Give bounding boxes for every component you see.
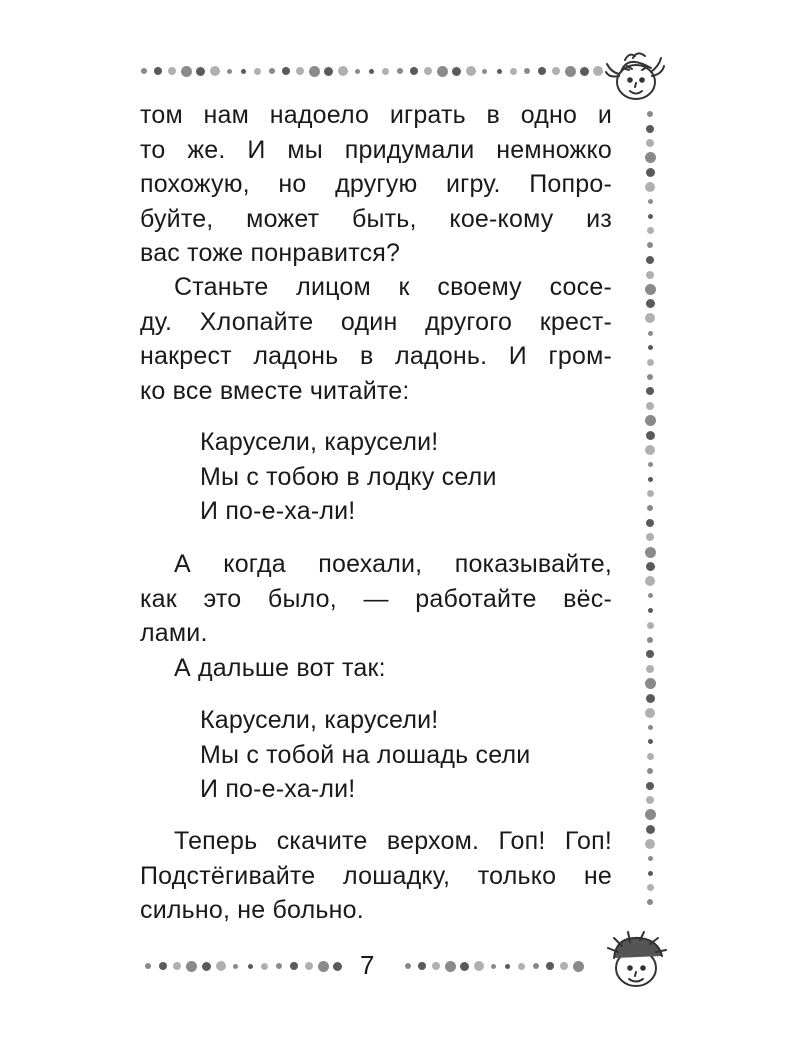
border-dot bbox=[254, 68, 261, 75]
border-dot bbox=[452, 67, 461, 76]
verse-1 bbox=[140, 425, 612, 529]
border-dot bbox=[645, 547, 656, 558]
verse-line: И по-е-ха-ли! bbox=[200, 497, 356, 525]
border-dot bbox=[418, 962, 426, 970]
border-dot bbox=[646, 825, 655, 834]
border-dot bbox=[647, 359, 654, 366]
text-line: как это было, — работайте вёс- bbox=[140, 584, 612, 613]
text-line: накрест ладонь в ладонь. И гром- bbox=[140, 342, 612, 370]
border-dot bbox=[333, 962, 342, 971]
border-dot bbox=[645, 809, 656, 820]
border-dot bbox=[474, 961, 484, 971]
border-dot bbox=[645, 284, 656, 295]
border-dot bbox=[648, 331, 653, 336]
border-dot bbox=[437, 66, 448, 77]
border-dot bbox=[324, 67, 333, 76]
border-dot bbox=[505, 964, 510, 969]
text-line: буйте, может быть, кое-кому из bbox=[140, 204, 612, 233]
border-dot bbox=[648, 214, 653, 219]
text-line: ду. Хлопайте один другого крест- bbox=[140, 307, 612, 336]
border-dot bbox=[141, 68, 147, 74]
text-paragraph-1 bbox=[140, 98, 612, 271]
border-dot bbox=[196, 67, 205, 76]
text-line: том нам надоело играть в одно и bbox=[140, 101, 612, 129]
border-dot bbox=[296, 67, 304, 75]
border-dot bbox=[318, 961, 329, 972]
border-dot bbox=[646, 431, 655, 440]
border-dot bbox=[646, 694, 655, 703]
border-dot bbox=[645, 708, 655, 718]
border-dot bbox=[647, 637, 653, 643]
border-dot bbox=[646, 796, 654, 804]
border-dot bbox=[648, 477, 653, 482]
border-dot bbox=[565, 66, 576, 77]
border-dot bbox=[593, 66, 603, 76]
border-dot bbox=[646, 665, 654, 673]
border-dot bbox=[646, 299, 655, 308]
text-line: Подстёгивайте лошадку, только не bbox=[140, 861, 612, 890]
border-dot bbox=[646, 387, 654, 395]
border-dot bbox=[646, 256, 654, 264]
girl-face-icon bbox=[603, 46, 667, 106]
border-dot bbox=[647, 899, 653, 905]
border-dot bbox=[647, 374, 653, 380]
text-paragraph-5 bbox=[140, 824, 612, 928]
text-line: А когда поехали, показывайте, bbox=[174, 550, 612, 578]
border-dot bbox=[482, 69, 487, 74]
border-dot bbox=[338, 66, 348, 76]
border-dot bbox=[647, 111, 653, 117]
text-line: Станьте лицом к своему сосе- bbox=[174, 273, 612, 301]
border-dot bbox=[241, 69, 246, 74]
border-dot bbox=[648, 856, 653, 861]
border-dot bbox=[560, 962, 568, 970]
border-dot bbox=[154, 67, 162, 75]
border-dot bbox=[533, 963, 539, 969]
border-dot bbox=[646, 650, 654, 658]
border-dot bbox=[647, 242, 653, 248]
border-dot bbox=[269, 68, 275, 74]
border-dot bbox=[397, 68, 403, 74]
border-dot bbox=[227, 69, 232, 74]
border-dot bbox=[518, 963, 525, 970]
text-line: вас тоже понравится? bbox=[140, 239, 401, 267]
border-dot bbox=[646, 562, 655, 571]
border-dot bbox=[248, 964, 253, 969]
border-dot bbox=[546, 962, 554, 970]
border-dot bbox=[186, 961, 197, 972]
border-dot bbox=[145, 963, 151, 969]
border-dot bbox=[645, 152, 656, 163]
border-dot bbox=[646, 168, 655, 177]
border-dot bbox=[648, 871, 653, 876]
text-line: сильно, не больно. bbox=[140, 896, 364, 924]
border-dot bbox=[552, 67, 560, 75]
border-dot bbox=[497, 69, 502, 74]
border-dot bbox=[647, 490, 654, 497]
border-dot bbox=[460, 962, 469, 971]
border-dot bbox=[648, 462, 653, 467]
border-dot bbox=[309, 66, 320, 77]
boy-face-icon bbox=[598, 928, 670, 996]
text-paragraph-4 bbox=[140, 651, 612, 686]
border-dot bbox=[647, 227, 654, 234]
border-dot bbox=[645, 678, 656, 689]
border-dot bbox=[445, 961, 456, 972]
border-dot bbox=[216, 961, 226, 971]
border-dot bbox=[538, 67, 546, 75]
border-dot bbox=[645, 576, 655, 586]
border-dot bbox=[202, 962, 211, 971]
border-dot bbox=[181, 66, 192, 77]
border-dot bbox=[645, 313, 655, 323]
border-dot bbox=[648, 345, 653, 350]
border-dot bbox=[159, 962, 167, 970]
border-dot bbox=[233, 964, 238, 969]
border-dot bbox=[648, 739, 653, 744]
border-dot bbox=[648, 608, 653, 613]
border-dot bbox=[647, 884, 654, 891]
text-paragraph-2 bbox=[140, 270, 612, 408]
border-dot bbox=[646, 402, 654, 410]
text-line: лами. bbox=[140, 619, 208, 647]
border-dot bbox=[645, 182, 655, 192]
border-dot bbox=[382, 68, 389, 75]
verse-line: Мы с тобой на лошадь сели bbox=[200, 740, 531, 769]
border-dot bbox=[648, 725, 653, 730]
text-line: то же. И мы придумали немножко bbox=[140, 135, 612, 164]
border-dot bbox=[466, 66, 476, 76]
border-dot bbox=[276, 963, 282, 969]
border-dot bbox=[491, 964, 496, 969]
border-dot bbox=[290, 962, 298, 970]
border-dot bbox=[647, 753, 654, 760]
border-dot bbox=[424, 67, 432, 75]
border-dot bbox=[647, 505, 653, 511]
border-dot bbox=[432, 962, 440, 970]
text-line: ко все вместе читайте: bbox=[140, 376, 410, 405]
border-dot bbox=[647, 622, 654, 629]
verse-line: Мы с тобою в лодку сели bbox=[200, 462, 497, 491]
border-dot bbox=[646, 519, 654, 527]
border-dot bbox=[646, 533, 654, 541]
border-dot bbox=[645, 445, 655, 455]
border-dot bbox=[647, 768, 653, 774]
border-dot bbox=[648, 199, 653, 204]
verse-line: Карусели, карусели! bbox=[200, 706, 439, 734]
verse-2 bbox=[140, 703, 612, 807]
border-dot bbox=[355, 69, 360, 74]
text-line: похожую, но другую игру. Попро- bbox=[140, 170, 612, 198]
page-number: 7 bbox=[360, 950, 375, 980]
border-dot bbox=[646, 125, 654, 133]
border-dot bbox=[261, 963, 268, 970]
border-dot bbox=[646, 139, 654, 147]
border-dot bbox=[210, 66, 220, 76]
text-line: Теперь скачите верхом. Гоп! Гоп! bbox=[174, 827, 612, 855]
verse-line: И по-е-ха-ли! bbox=[200, 775, 356, 803]
border-dot bbox=[573, 961, 584, 972]
border-dot bbox=[645, 415, 656, 426]
border-dot bbox=[369, 69, 374, 74]
border-dot bbox=[646, 271, 654, 279]
border-dot bbox=[645, 839, 655, 849]
border-dot bbox=[168, 67, 176, 75]
border-dot bbox=[305, 962, 313, 970]
border-dot bbox=[410, 67, 418, 75]
text-paragraph-3 bbox=[140, 547, 612, 651]
verse-line: Карусели, карусели! bbox=[200, 428, 439, 456]
border-dot bbox=[405, 963, 411, 969]
border-dot bbox=[648, 593, 653, 598]
border-dot bbox=[173, 962, 181, 970]
border-dot bbox=[580, 67, 589, 76]
border-dot bbox=[646, 782, 654, 790]
text-line: А дальше вот так: bbox=[174, 654, 386, 682]
border-dot bbox=[510, 68, 517, 75]
border-dot bbox=[524, 68, 530, 74]
border-dot bbox=[282, 67, 290, 75]
